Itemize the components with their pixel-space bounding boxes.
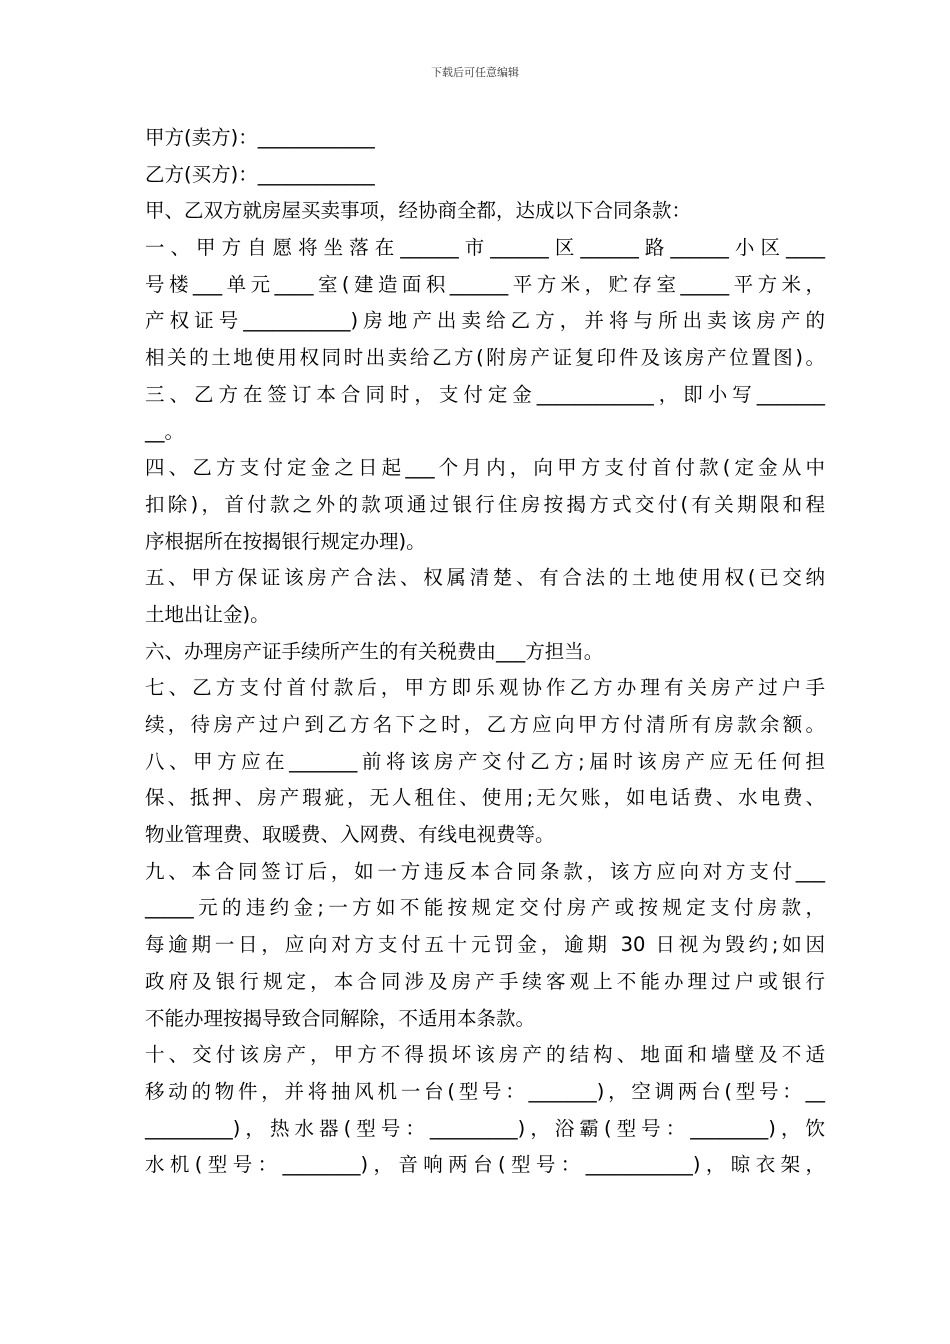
- contract-body: [145, 120, 825, 1184]
- contract-line: 土地出让金)。: [145, 602, 270, 626]
- contract-line: 号楼___单元____室(建造面积______平方米，贮存室_____平方米，: [145, 272, 825, 296]
- contract-line: __。: [145, 419, 185, 443]
- contract-line: 五、甲方保证该房产合法、权属清楚、有合法的土地使用权(已交纳: [145, 566, 825, 590]
- contract-line: 甲方(卖方)：____________: [145, 126, 375, 149]
- contract-line: 相关的土地使用权同时出卖给乙方(附房产证复印件及该房产位置图)。: [145, 346, 825, 370]
- contract-line: 政府及银行规定，本合同涉及房产手续客观上不能办理过户或银行: [145, 969, 825, 993]
- contract-line: 保、抵押、房产瑕疵，无人租住、使用;无欠账，如电话费、水电费、: [145, 786, 825, 810]
- contract-line: 四、乙方支付定金之日起___个月内，向甲方支付首付款(定金从中: [145, 456, 825, 480]
- contract-line: 移动的物件，并将抽风机一台(型号：_______)，空调两台(型号：__: [145, 1079, 825, 1103]
- contract-line: 九、本合同签订后，如一方违反本合同条款，该方应向对方支付___: [145, 859, 825, 883]
- contract-line: 不能办理按揭导致合同解除，不适用本条款。: [145, 1006, 536, 1030]
- contract-line: 产权证号___________)房地产出卖给乙方，并将与所出卖该房产的: [145, 309, 825, 333]
- contract-line: 七、乙方支付首付款后，甲方即乐观协作乙方办理有关房产过户手: [145, 676, 825, 700]
- contract-line: 物业管理费、取暖费、入网费、有线电视费等。: [145, 823, 555, 847]
- contract-line: 六、办理房产证手续所产生的有关税费由___方担当。: [145, 639, 604, 663]
- contract-line: 三、乙方在签订本合同时，支付定金____________，即小写_______: [145, 382, 825, 406]
- contract-line: 每逾期一日，应向对方支付五十元罚金，逾期 30 日视为毁约;如因: [145, 933, 825, 957]
- contract-line: 甲、乙双方就房屋买卖事项，经协商全都，达成以下合同条款：: [145, 199, 692, 223]
- contract-line: 十、交付该房产，甲方不得损坏该房产的结构、地面和墙壁及不适: [145, 1043, 825, 1067]
- contract-line: _________)，热水器(型号：_________)，浴霸(型号：________)，饮: [145, 1116, 825, 1140]
- contract-line: _____元的违约金;一方如不能按规定交付房产或按规定支付房款，: [145, 896, 825, 920]
- contract-line: 续，待房产过户到乙方名下之时，乙方应向甲方付清所有房款余额。: [145, 713, 825, 736]
- page-header-note: 下载后可任意编辑: [431, 66, 519, 79]
- contract-line: 一、甲方自愿将坐落在______市______区______路______小区____: [145, 236, 825, 260]
- contract-line: 序根据所在按揭银行规定办理)。: [145, 529, 426, 553]
- contract-line: 扣除)，首付款之外的款项通过银行住房按揭方式交付(有关期限和程: [145, 492, 825, 516]
- contract-line: 八、甲方应在_______前将该房产交付乙方;届时该房产应无任何担: [145, 749, 825, 773]
- contract-line: 水机(型号：________)，音响两台(型号：___________)，晾衣架，: [145, 1153, 825, 1177]
- contract-line: 乙方(买方)：____________: [145, 162, 375, 186]
